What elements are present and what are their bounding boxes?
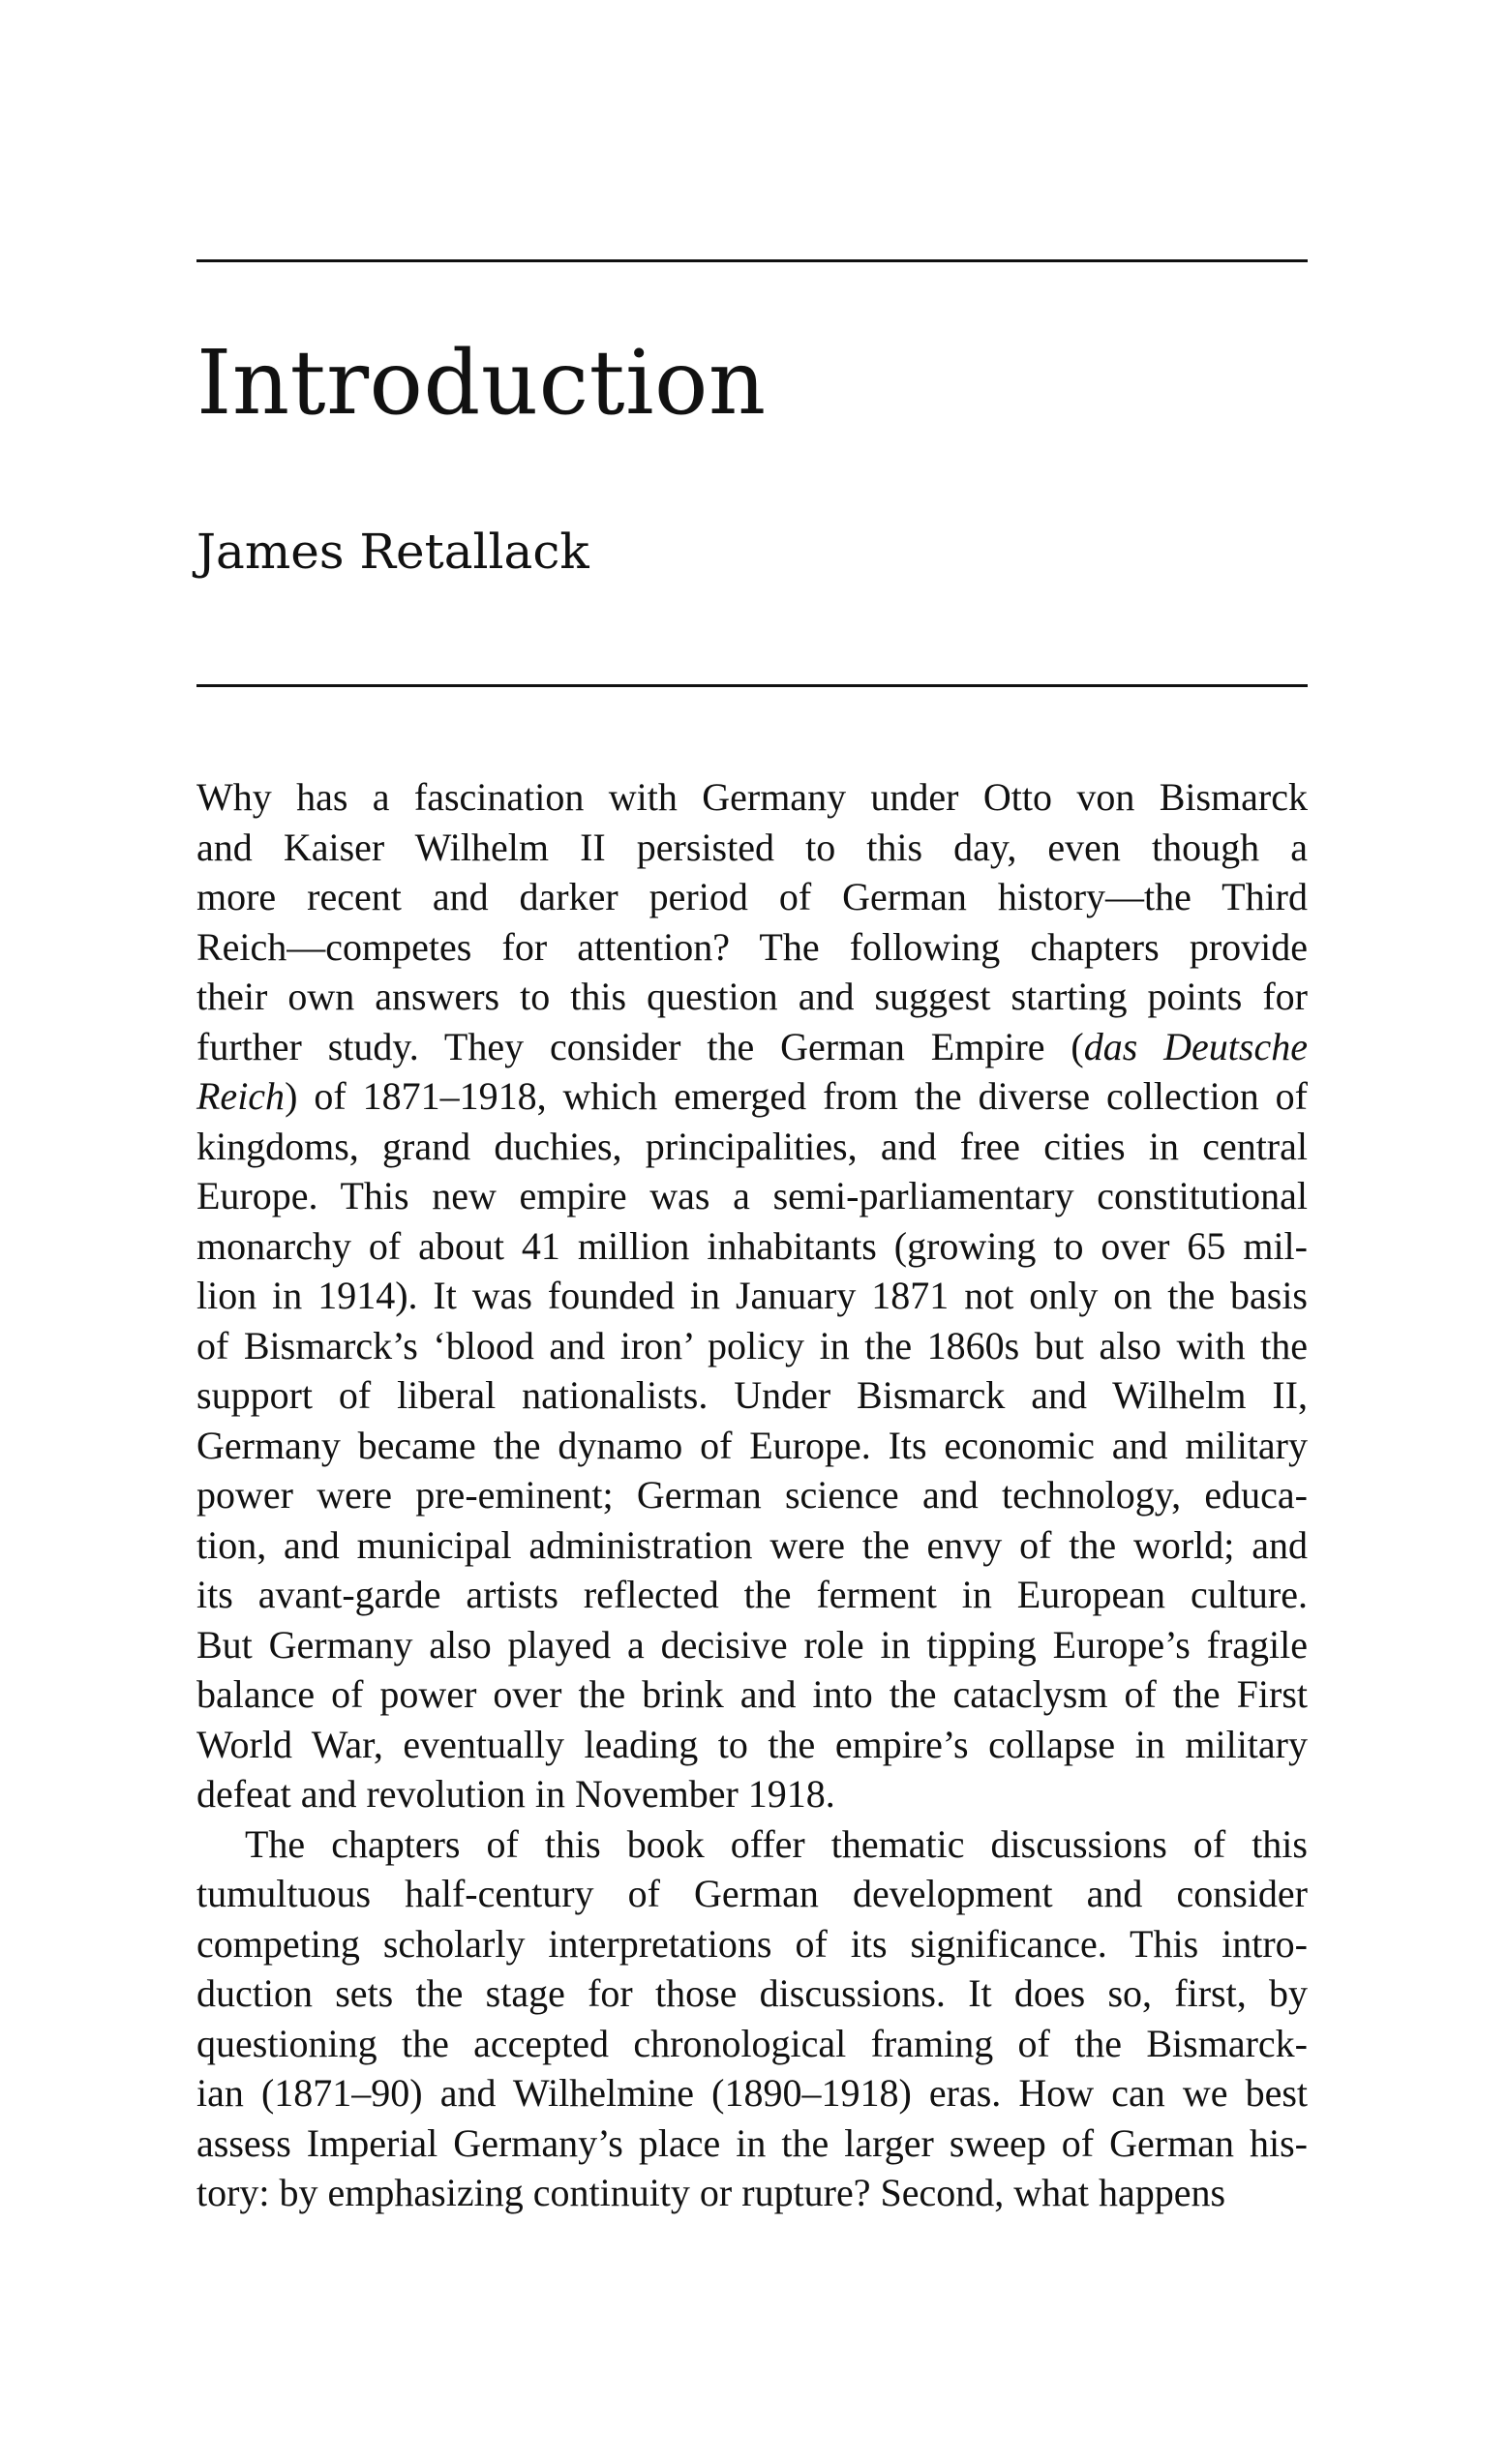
text-line: Germany became the dynamo of Europe. Its economic and military: [196, 1423, 1308, 1467]
text-line: lion in 1914). It was founded in January 1871 not only on the basis: [196, 1274, 1308, 1317]
text-line: more recent and darker period of German history—the Third: [196, 875, 1308, 918]
line-segment: further study. They consider the German Empire (: [196, 1024, 1084, 1068]
italic-segment: das Deutsche: [1083, 1024, 1308, 1068]
text-line: tion, and municipal administration were the envy of the world; and: [196, 1522, 1308, 1567]
text-line: [196, 1071, 1308, 1122]
text-line: competing scholarly interpretations of its significance. This intro-: [196, 1921, 1308, 1966]
text-line: [196, 1022, 1308, 1072]
text-line: support of liberal nationalists. Under Bismarck and Wilhelm II,: [196, 1373, 1308, 1417]
line-segment: ) of 1871–1918, which emerged from the diverse collection of: [285, 1074, 1308, 1118]
chapter-author: James Retallack: [196, 524, 589, 580]
text-line: tory: by emphasizing continuity or rupture? Second, what happens: [196, 2171, 1226, 2214]
text-line: monarchy of about 41 million inhabitants (growing to over 65 mil-: [196, 1223, 1308, 1268]
text-line: and Kaiser Wilhelm II persisted to this day, even though a: [196, 825, 1308, 869]
body-text: [196, 772, 1308, 2218]
text-line: power were pre-eminent; German science and technology, educa-: [196, 1473, 1308, 1517]
text-line: their own answers to this question and suggest starting points for: [196, 975, 1308, 1018]
top-rule: [196, 259, 1308, 262]
text-line: tumultuous half-century of German development and consider: [196, 1872, 1308, 1915]
text-line: The chapters of this book offer thematic discussions of this: [245, 1821, 1308, 1866]
bottom-rule: [196, 684, 1308, 687]
text-line: defeat and revolution in November 1918.: [196, 1772, 835, 1816]
text-line: kingdoms, grand duchies, principalities, and free cities in central: [196, 1124, 1308, 1168]
text-line: Why has a fascination with Germany under Otto von Bismarck: [196, 775, 1308, 819]
text-line: its avant-garde artists reflected the ferment in European culture.: [196, 1573, 1308, 1616]
text-line: World War, eventually leading to the empire’s collapse in military: [196, 1722, 1308, 1766]
text-line: of Bismarck’s ‘blood and iron’ policy in the 1860s but also with the: [196, 1323, 1308, 1367]
text-line: balance of power over the brink and into the cataclysm of the First: [196, 1672, 1308, 1716]
chapter-title: Introduction: [196, 331, 767, 435]
text-line: ian (1871–90) and Wilhelmine (1890–1918) eras. How can we best: [196, 2071, 1308, 2115]
text-line: Europe. This new empire was a semi-parliamentary constitutional: [196, 1174, 1308, 1217]
text-line: assess Imperial Germany’s place in the larger sweep of German his-: [196, 2120, 1308, 2165]
text-line: duction sets the stage for those discussions. It does so, first, by: [196, 1971, 1308, 2015]
text-line: Reich—competes for attention? The following chapters provide: [196, 924, 1308, 969]
italic-segment: Reich: [196, 1074, 286, 1118]
text-line: questioning the accepted chronological framing of the Bismarck-: [196, 2021, 1308, 2065]
text-line: But Germany also played a decisive role in tipping Europe’s fragile: [196, 1622, 1308, 1667]
